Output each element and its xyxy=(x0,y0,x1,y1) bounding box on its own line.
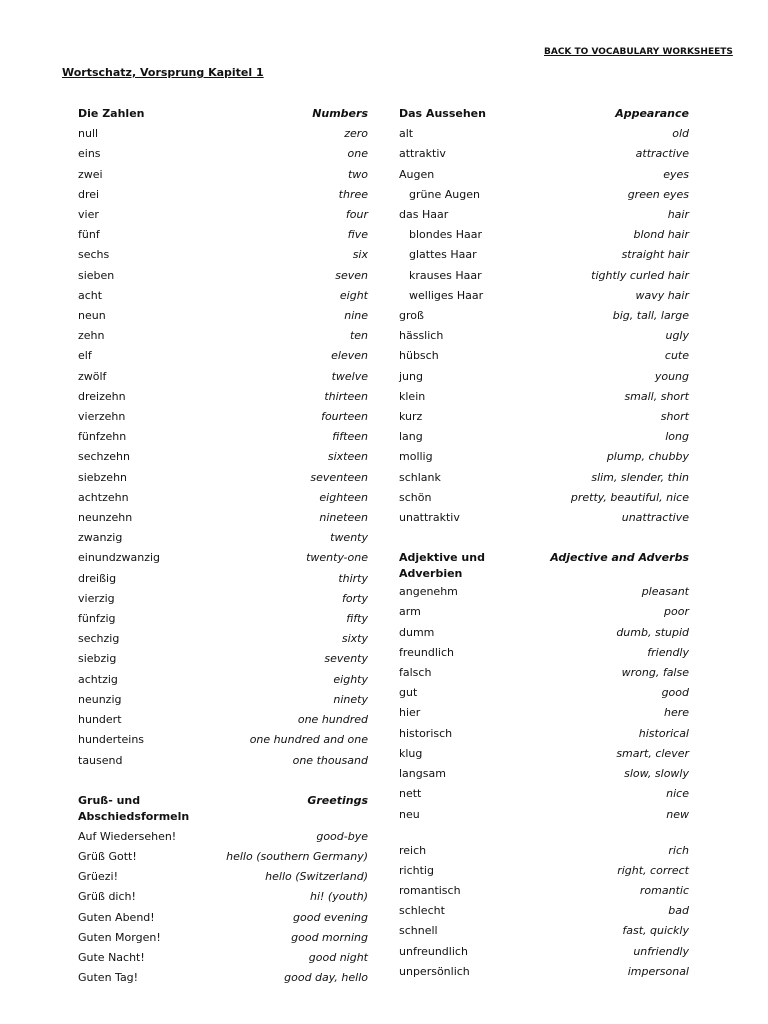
german-term: schlecht xyxy=(399,904,445,918)
english-translation: here xyxy=(663,706,689,720)
english-translation: right, correct xyxy=(617,863,689,877)
vocab-row xyxy=(78,488,368,508)
right-column xyxy=(399,104,689,982)
vocab-row xyxy=(78,245,368,265)
english-translation: plump, chubby xyxy=(606,450,689,464)
vocab-row xyxy=(399,326,689,346)
vocab-row xyxy=(399,407,689,427)
german-term: neunzig xyxy=(78,692,122,706)
vocab-row xyxy=(78,427,368,447)
german-term: gut xyxy=(399,686,418,700)
german-term: zwanzig xyxy=(78,531,123,545)
vocab-row xyxy=(399,165,689,185)
german-term: vierzehn xyxy=(78,410,126,424)
german-term: neu xyxy=(399,807,420,821)
english-translation: twenty-one xyxy=(306,551,368,565)
vocab-row xyxy=(78,649,368,669)
english-translation: nice xyxy=(666,787,689,801)
english-translation: new xyxy=(666,807,689,821)
english-translation: green eyes xyxy=(627,187,689,201)
english-translation: good evening xyxy=(293,910,368,924)
vocab-row xyxy=(399,962,689,982)
vocab-row xyxy=(399,447,689,467)
german-term: alt xyxy=(399,127,414,141)
vocab-row xyxy=(399,861,689,881)
german-term: richtig xyxy=(399,863,434,877)
english-translation: one thousand xyxy=(292,753,368,767)
german-term: zwei xyxy=(78,167,103,181)
vocab-row xyxy=(399,144,689,164)
english-translation: seventeen xyxy=(310,470,368,484)
vocab-row xyxy=(78,710,368,730)
german-term: sieben xyxy=(78,268,115,282)
english-translation: tightly curled hair xyxy=(591,268,689,282)
german-term: neunzehn xyxy=(78,511,133,525)
german-term: zehn xyxy=(78,329,105,343)
german-term: klein xyxy=(399,389,426,403)
english-translation: five xyxy=(347,228,368,242)
english-translation: blond hair xyxy=(633,228,689,242)
german-term: krauses Haar xyxy=(409,268,482,282)
english-translation: dumb, stupid xyxy=(616,625,689,639)
english-translation: eight xyxy=(339,288,368,302)
english-translation: small, short xyxy=(624,389,689,403)
vocab-row xyxy=(399,784,689,804)
english-translation: seven xyxy=(335,268,368,282)
german-term: freundlich xyxy=(399,645,454,659)
heading-en: Adjective and Adverbs xyxy=(550,551,689,565)
vocab-row xyxy=(78,569,368,589)
vocab-row xyxy=(78,286,368,306)
vocab-row xyxy=(399,881,689,901)
heading-de: Das Aussehen xyxy=(399,107,486,120)
english-translation: good-bye xyxy=(316,829,368,843)
german-term: fünfzehn xyxy=(78,430,127,444)
german-term: null xyxy=(78,127,99,141)
english-translation: thirty xyxy=(338,571,368,585)
german-term: eins xyxy=(78,147,101,161)
english-translation: pretty, beautiful, nice xyxy=(570,490,689,504)
german-term: Guten Abend! xyxy=(78,910,155,924)
german-term: siebzig xyxy=(78,652,117,666)
german-term: tausend xyxy=(78,753,123,767)
section-header-numbers xyxy=(78,104,368,124)
german-term: acht xyxy=(78,288,103,302)
german-term: Grüezi! xyxy=(78,870,119,884)
vocab-row xyxy=(399,942,689,962)
german-term: groß xyxy=(399,309,424,323)
german-term: lang xyxy=(399,430,423,444)
vocab-row xyxy=(78,326,368,346)
english-translation: hello (southern Germany) xyxy=(226,849,368,863)
vocab-row xyxy=(399,805,689,841)
vocab-row xyxy=(78,468,368,488)
english-translation: sixty xyxy=(341,632,368,646)
vocab-row xyxy=(399,921,689,941)
english-translation: good morning xyxy=(291,930,368,944)
german-term: siebzehn xyxy=(78,470,128,484)
english-translation: hair xyxy=(667,208,689,222)
english-translation: hi! (youth) xyxy=(309,890,368,904)
german-term: unattraktiv xyxy=(399,511,460,525)
english-translation: short xyxy=(660,410,689,424)
german-term: unfreundlich xyxy=(399,944,468,958)
english-translation: romantic xyxy=(639,883,689,897)
german-term: Grüß dich! xyxy=(78,890,136,904)
english-translation: eyes xyxy=(663,167,689,181)
german-term: blondes Haar xyxy=(409,228,482,242)
vocab-row xyxy=(78,144,368,164)
english-translation: good night xyxy=(308,950,368,964)
english-translation: bad xyxy=(668,904,689,918)
english-translation: thirteen xyxy=(324,389,368,403)
english-translation: hello (Switzerland) xyxy=(265,870,368,884)
vocab-row xyxy=(399,286,689,306)
vocab-row xyxy=(399,245,689,265)
english-translation: fast, quickly xyxy=(622,924,689,938)
german-term: romantisch xyxy=(399,883,461,897)
vocab-row xyxy=(78,730,368,750)
english-translation: good day, hello xyxy=(284,971,368,985)
vocab-row xyxy=(78,548,368,568)
vocab-row xyxy=(78,447,368,467)
english-translation: impersonal xyxy=(627,964,689,978)
german-term: achtzig xyxy=(78,672,118,686)
german-term: Augen xyxy=(399,167,435,181)
vocab-row xyxy=(78,867,368,887)
vocab-row xyxy=(78,751,368,771)
english-translation: long xyxy=(665,430,689,444)
german-term: falsch xyxy=(399,666,432,680)
vocab-row xyxy=(399,764,689,784)
vocab-row xyxy=(399,703,689,723)
vocab-row xyxy=(399,387,689,407)
vocab-row xyxy=(78,387,368,407)
vocab-row xyxy=(78,847,368,867)
german-term: vier xyxy=(78,208,99,222)
vocab-row xyxy=(78,887,368,907)
german-term: achtzehn xyxy=(78,490,129,504)
vocab-row xyxy=(399,724,689,744)
german-term: jung xyxy=(399,369,423,383)
german-term: drei xyxy=(78,187,100,201)
vocab-row xyxy=(399,683,689,703)
german-term: unpersönlich xyxy=(399,964,470,978)
german-term: elf xyxy=(78,349,92,363)
english-translation: unfriendly xyxy=(633,944,689,958)
german-term: dumm xyxy=(399,625,435,639)
vocab-row xyxy=(78,968,368,988)
vocab-row xyxy=(399,643,689,663)
german-term: Auf Wiedersehen! xyxy=(78,829,177,843)
vocab-row xyxy=(78,629,368,649)
vocab-row xyxy=(399,346,689,366)
vocab-row xyxy=(78,407,368,427)
vocab-row xyxy=(399,623,689,643)
english-translation: six xyxy=(352,248,368,262)
german-term: schlank xyxy=(399,470,441,484)
section-header-adjectives xyxy=(399,548,689,582)
german-term: das Haar xyxy=(399,208,449,222)
english-translation: straight hair xyxy=(621,248,689,262)
english-translation: nineteen xyxy=(319,511,368,525)
english-translation: seventy xyxy=(324,652,368,666)
german-term: welliges Haar xyxy=(409,288,484,302)
german-term: glattes Haar xyxy=(409,248,477,262)
left-column xyxy=(78,104,368,988)
german-term: schnell xyxy=(399,924,438,938)
vocab-row xyxy=(399,901,689,921)
appearance-list xyxy=(399,124,689,528)
english-translation: twelve xyxy=(331,369,368,383)
vocab-row xyxy=(78,225,368,245)
vocab-row xyxy=(78,508,368,528)
english-translation: one hundred xyxy=(297,713,368,727)
vocab-row xyxy=(78,908,368,928)
english-translation: ugly xyxy=(665,329,689,343)
vocab-row xyxy=(399,306,689,326)
english-translation: ten xyxy=(349,329,368,343)
heading-en: Greetings xyxy=(307,793,368,807)
german-term: dreizehn xyxy=(78,389,126,403)
english-translation: three xyxy=(338,187,368,201)
vocab-row xyxy=(78,609,368,629)
german-term: sechzehn xyxy=(78,450,131,464)
vocab-row xyxy=(78,589,368,609)
vocab-row xyxy=(399,663,689,683)
german-term: kurz xyxy=(399,410,423,424)
heading-en: Appearance xyxy=(615,107,689,120)
english-translation: zero xyxy=(344,127,368,141)
vocab-row xyxy=(399,124,689,144)
english-translation: forty xyxy=(342,591,368,605)
vocab-row xyxy=(78,165,368,185)
english-translation: one xyxy=(347,147,368,161)
vocab-row xyxy=(399,744,689,764)
german-term: sechzig xyxy=(78,632,120,646)
english-translation: sixteen xyxy=(327,450,368,464)
vocab-row xyxy=(78,948,368,968)
english-translation: smart, clever xyxy=(616,746,689,760)
vocab-row xyxy=(78,124,368,144)
german-term: hässlich xyxy=(399,329,444,343)
german-term: fünf xyxy=(78,228,100,242)
german-term: dreißig xyxy=(78,571,117,585)
english-translation: eighteen xyxy=(319,490,368,504)
vocab-row xyxy=(399,582,689,602)
section-header-greetings xyxy=(78,791,368,827)
english-translation: fifteen xyxy=(332,430,368,444)
vocab-row xyxy=(399,185,689,205)
vocab-row xyxy=(399,602,689,622)
adjectives-list xyxy=(399,582,689,982)
german-term: historisch xyxy=(399,726,453,740)
english-translation: good xyxy=(661,686,689,700)
vocab-row xyxy=(78,690,368,710)
german-term: angenehm xyxy=(399,585,458,599)
vocab-row xyxy=(399,841,689,861)
german-term: Guten Morgen! xyxy=(78,930,161,944)
vocab-row xyxy=(78,367,368,387)
english-translation: nine xyxy=(344,309,368,323)
english-translation: eighty xyxy=(333,672,368,686)
vocab-row xyxy=(78,205,368,225)
vocab-row xyxy=(399,508,689,528)
german-term: zwölf xyxy=(78,369,107,383)
german-term: Guten Tag! xyxy=(78,971,139,985)
english-translation: wavy hair xyxy=(635,288,689,302)
english-translation: old xyxy=(672,127,689,141)
english-translation: young xyxy=(654,369,689,383)
vocab-row xyxy=(78,185,368,205)
page-title: Wortschatz, Vorsprung Kapitel 1 xyxy=(62,66,264,79)
vocab-row xyxy=(399,468,689,488)
german-term: mollig xyxy=(399,450,433,464)
german-term: hier xyxy=(399,706,421,720)
back-to-vocabulary-link[interactable]: BACK TO VOCABULARY WORKSHEETS xyxy=(544,47,733,57)
german-term: reich xyxy=(399,843,427,857)
heading-de: Gruß- und Abschiedsformeln xyxy=(78,793,190,823)
vocab-row xyxy=(399,225,689,245)
german-term: nett xyxy=(399,787,422,801)
german-term: grüne Augen xyxy=(409,187,480,201)
numbers-list xyxy=(78,124,368,771)
english-translation: slow, slowly xyxy=(624,767,689,781)
german-term: vierzig xyxy=(78,591,115,605)
english-translation: big, tall, large xyxy=(612,309,689,323)
english-translation: unattractive xyxy=(621,511,689,525)
vocab-row xyxy=(78,266,368,286)
vocab-row xyxy=(78,306,368,326)
german-term: einundzwanzig xyxy=(78,551,161,565)
german-term: schön xyxy=(399,490,432,504)
english-translation: slim, slender, thin xyxy=(591,470,689,484)
greetings-list xyxy=(78,827,368,989)
english-translation: fifty xyxy=(346,612,368,626)
english-translation: friendly xyxy=(647,645,689,659)
german-term: langsam xyxy=(399,767,446,781)
english-translation: ninety xyxy=(333,692,368,706)
english-translation: attractive xyxy=(635,147,689,161)
vocab-row xyxy=(399,266,689,286)
english-translation: rich xyxy=(668,843,689,857)
english-translation: four xyxy=(345,208,368,222)
german-term: arm xyxy=(399,605,421,619)
heading-de: Adjektive und Adverbien xyxy=(399,551,485,581)
english-translation: one hundred and one xyxy=(249,733,368,747)
german-term: sechs xyxy=(78,248,110,262)
vocab-row xyxy=(78,670,368,690)
english-translation: wrong, false xyxy=(621,666,689,680)
vocab-row xyxy=(78,827,368,847)
german-term: neun xyxy=(78,309,106,323)
heading-en: Numbers xyxy=(312,107,368,120)
german-term: hunderteins xyxy=(78,733,145,747)
vocab-row xyxy=(78,928,368,948)
english-translation: eleven xyxy=(331,349,368,363)
german-term: hundert xyxy=(78,713,122,727)
vocab-row xyxy=(399,367,689,387)
english-translation: poor xyxy=(664,605,689,619)
english-translation: fourteen xyxy=(321,410,368,424)
english-translation: twenty xyxy=(330,531,368,545)
german-term: Grüß Gott! xyxy=(78,849,137,863)
german-term: Gute Nacht! xyxy=(78,950,145,964)
vocab-row xyxy=(78,528,368,548)
english-translation: two xyxy=(347,167,368,181)
german-term: attraktiv xyxy=(399,147,446,161)
vocab-row xyxy=(78,346,368,366)
vocab-row xyxy=(399,488,689,508)
vocab-row xyxy=(399,205,689,225)
german-term: klug xyxy=(399,746,423,760)
section-header-appearance xyxy=(399,104,689,124)
english-translation: pleasant xyxy=(641,585,689,599)
heading-de: Die Zahlen xyxy=(78,107,145,120)
english-translation: historical xyxy=(638,726,689,740)
german-term: hübsch xyxy=(399,349,439,363)
german-term: fünfzig xyxy=(78,612,116,626)
vocab-row xyxy=(399,427,689,447)
english-translation: cute xyxy=(664,349,689,363)
